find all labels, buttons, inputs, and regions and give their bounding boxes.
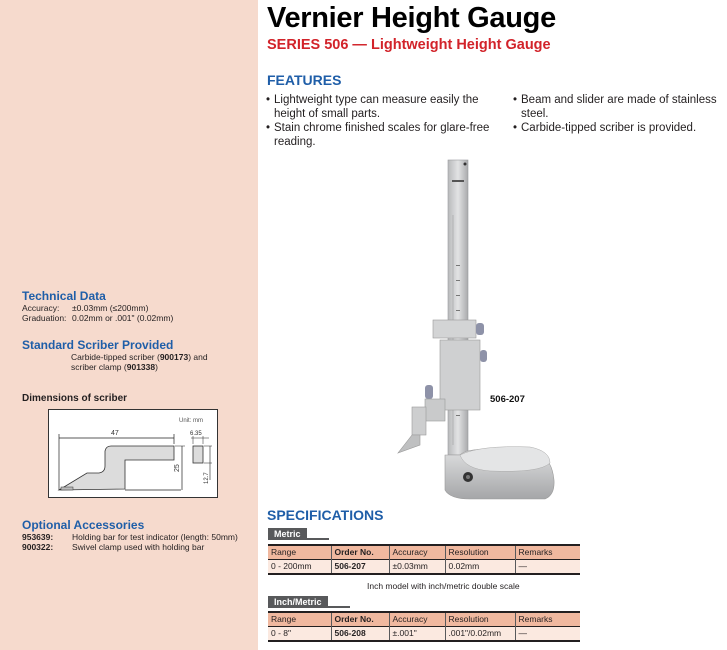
height-gauge-icon: [390, 155, 560, 505]
feature-item: • Carbide-tipped scriber is provided.: [513, 121, 723, 135]
col-header: Order No.: [331, 545, 389, 560]
table-row: [268, 627, 580, 642]
col-header: Remarks: [515, 545, 580, 560]
cell-accuracy: ±.001": [389, 627, 445, 642]
height-label: 25: [174, 464, 181, 472]
table-row: [268, 560, 580, 575]
accessory-code: 900322:: [22, 542, 54, 552]
col-header: Accuracy: [389, 545, 445, 560]
clamp-code: 901338: [126, 362, 156, 372]
inch-spec-table: [268, 611, 580, 642]
tab-underline: [328, 596, 350, 608]
metric-spec-table: [268, 544, 580, 575]
cell-accuracy: ±0.03mm: [389, 560, 445, 575]
metric-label: Metric: [268, 528, 307, 540]
inch-metric-label: Inch/Metric: [268, 596, 328, 608]
text: Carbide-tipped scriber (: [71, 352, 160, 362]
scriber-drawing-icon: [49, 410, 219, 499]
cell-resolution: 0.02mm: [445, 560, 515, 575]
technical-data-heading: Technical Data: [22, 289, 106, 303]
technical-data-section: [22, 289, 252, 323]
left-sidebar-panel: [0, 0, 258, 650]
accessory-desc: Holding bar for test indicator (length: 50mm): [72, 532, 238, 542]
length-label: 47: [111, 430, 119, 437]
tech-value: 0.02mm or .001" (0.02mm): [72, 313, 174, 323]
col-header: Range: [268, 612, 331, 627]
text: ) and scriber clamp (: [71, 352, 208, 372]
col-header: Accuracy: [389, 612, 445, 627]
inch-metric-tab-label: [268, 596, 350, 608]
features-heading: FEATURES: [267, 72, 342, 88]
metric-tab-label: [268, 528, 329, 540]
unit-label: Unit: mm: [179, 418, 203, 424]
cell-remarks: —: [515, 560, 580, 575]
cell-resolution: .001"/0.02mm: [445, 627, 515, 642]
col-header: Resolution: [445, 612, 515, 627]
feature-item: • Lightweight type can measure easily the height of small parts.: [266, 93, 506, 121]
tech-row-graduation: [22, 313, 252, 323]
feature-item: • Beam and slider are made of stainless steel.: [513, 93, 723, 121]
tech-row-accuracy: [22, 303, 252, 313]
tech-key: Accuracy:: [22, 303, 60, 313]
accessory-item: [22, 532, 257, 542]
table-header-row: [268, 612, 580, 627]
standard-scriber-section: [22, 338, 252, 372]
optional-accessories-section: [22, 518, 257, 552]
thickness-label: 12.7: [204, 472, 210, 484]
tech-value: ±0.03mm (≤200mm): [72, 303, 149, 313]
model-label: 506-207: [490, 394, 525, 405]
col-header: Range: [268, 545, 331, 560]
optional-accessories-heading: Optional Accessories: [22, 518, 145, 532]
cell-order-no: 506-208: [331, 627, 389, 642]
tab-underline: [307, 528, 329, 540]
cell-remarks: —: [515, 627, 580, 642]
features-list-left: [266, 93, 506, 149]
table-header-row: [268, 545, 580, 560]
page-subtitle: SERIES 506 — Lightweight Height Gauge: [267, 37, 551, 53]
standard-scriber-heading: Standard Scriber Provided: [22, 338, 174, 352]
width-label: 6.35: [190, 431, 202, 437]
standard-scriber-text: [22, 352, 232, 372]
dimensions-heading: Dimensions of scriber: [22, 393, 128, 404]
col-header: Resolution: [445, 545, 515, 560]
height-gauge-image: [390, 155, 560, 505]
text: ): [155, 362, 158, 372]
scriber-code: 900173: [159, 352, 189, 362]
cell-range: 0 - 8": [268, 627, 331, 642]
scriber-dimension-diagram: [48, 409, 218, 498]
code: 900322: [22, 542, 51, 552]
col-header: Remarks: [515, 612, 580, 627]
page-title: Vernier Height Gauge: [267, 2, 556, 34]
accessory-code: 953639:: [22, 532, 54, 542]
col-header: Order No.: [331, 612, 389, 627]
accessory-item: [22, 542, 257, 552]
accessory-desc: Swivel clamp used with holding bar: [72, 542, 205, 552]
specifications-heading: SPECIFICATIONS: [267, 507, 384, 523]
features-list-right: [513, 93, 723, 135]
inch-model-note: Inch model with inch/metric double scale: [367, 581, 520, 591]
code: 953639: [22, 532, 51, 542]
cell-range: 0 - 200mm: [268, 560, 331, 575]
tech-key: Graduation:: [22, 313, 67, 323]
cell-order-no: 506-207: [331, 560, 389, 575]
feature-item: • Stain chrome finished scales for glare-free reading.: [266, 121, 506, 149]
